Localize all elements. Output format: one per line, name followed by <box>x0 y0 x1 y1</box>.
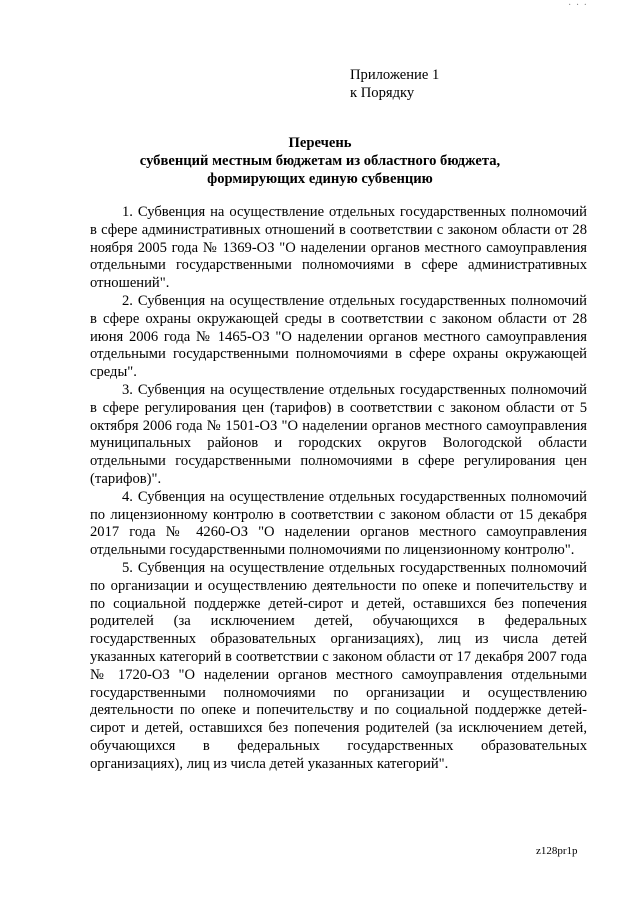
appendix-note <box>350 66 439 102</box>
list-item-5: 5. Субвенция на осуществление отдельных государственных полномочий по организации и осуществлению деятельности по опеке и попечительству и по социальной поддержке детей-сирот и детей, оставшихся без попечения родителей (за исключением детей, обучающихся в федеральных государственных образовательных организациях), лиц из числа детей указанных категорий в соответствии с законом области от 17 декабря 2007 года № 1720-ОЗ "О наделении органов местного самоуправления отдельными государственными полномочиями по организации и осуществлению деятельности по опеке и попечительству и по социальной поддержке детей-сирот и детей, оставшихся без попечения родителей (за исключением детей, обучающихся в федеральных государственных образовательных организациях), лиц из числа детей указанных категорий". <box>90 559 587 772</box>
document-code: z128pr1p <box>536 845 578 857</box>
list-item-2: 2. Субвенция на осуществление отдельных государственных полномочий в сфере охраны окружающей среды в соответствии с законом области от 28 июня 2006 года № 1465-ОЗ "О наделении органов местного самоуправления отдельными государственными полномочиями в сфере охраны окружающей среды". <box>90 292 587 381</box>
document-title <box>110 134 530 188</box>
list-item-4: 4. Субвенция на осуществление отдельных государственных полномочий по лицензионному контролю в соответствии с законом области от 15 декабря 2017 года № 4260-ОЗ "О наделении органов местного самоуправления отдельными государственными полномочиями по лицензионному контролю". <box>90 488 587 559</box>
appendix-line-2: к Порядку <box>350 85 415 101</box>
title-line-2: субвенций местным бюджетам из областного бюджета, <box>139 153 501 169</box>
list-item-1: 1. Субвенция на осуществление отдельных государственных полномочий в сфере административных отношений в соответствии с законом области от 28 ноября 2005 года № 1369-ОЗ "О наделении органов местного самоуправления отдельными государственными полномочиями в сфере административных отношений". <box>90 204 587 292</box>
list-item-3: 3. Субвенция на осуществление отдельных государственных полномочий в сфере регулирования цен (тарифов) в соответствии с законом области от 5 октября 2006 года № 1501-ОЗ "О наделении органов местного самоуправления муниципальных районов и городских округов Вологодской области отдельными государственными полномочиями в сфере регулирования цен (тарифов)". <box>90 381 587 487</box>
title-line-3: формирующих единую субвенцию <box>207 171 433 187</box>
title-line-1: Перечень <box>288 135 352 151</box>
appendix-line-1: Приложение 1 <box>350 67 440 83</box>
subvention-list <box>90 204 587 774</box>
corner-mark: · · · <box>568 0 588 11</box>
